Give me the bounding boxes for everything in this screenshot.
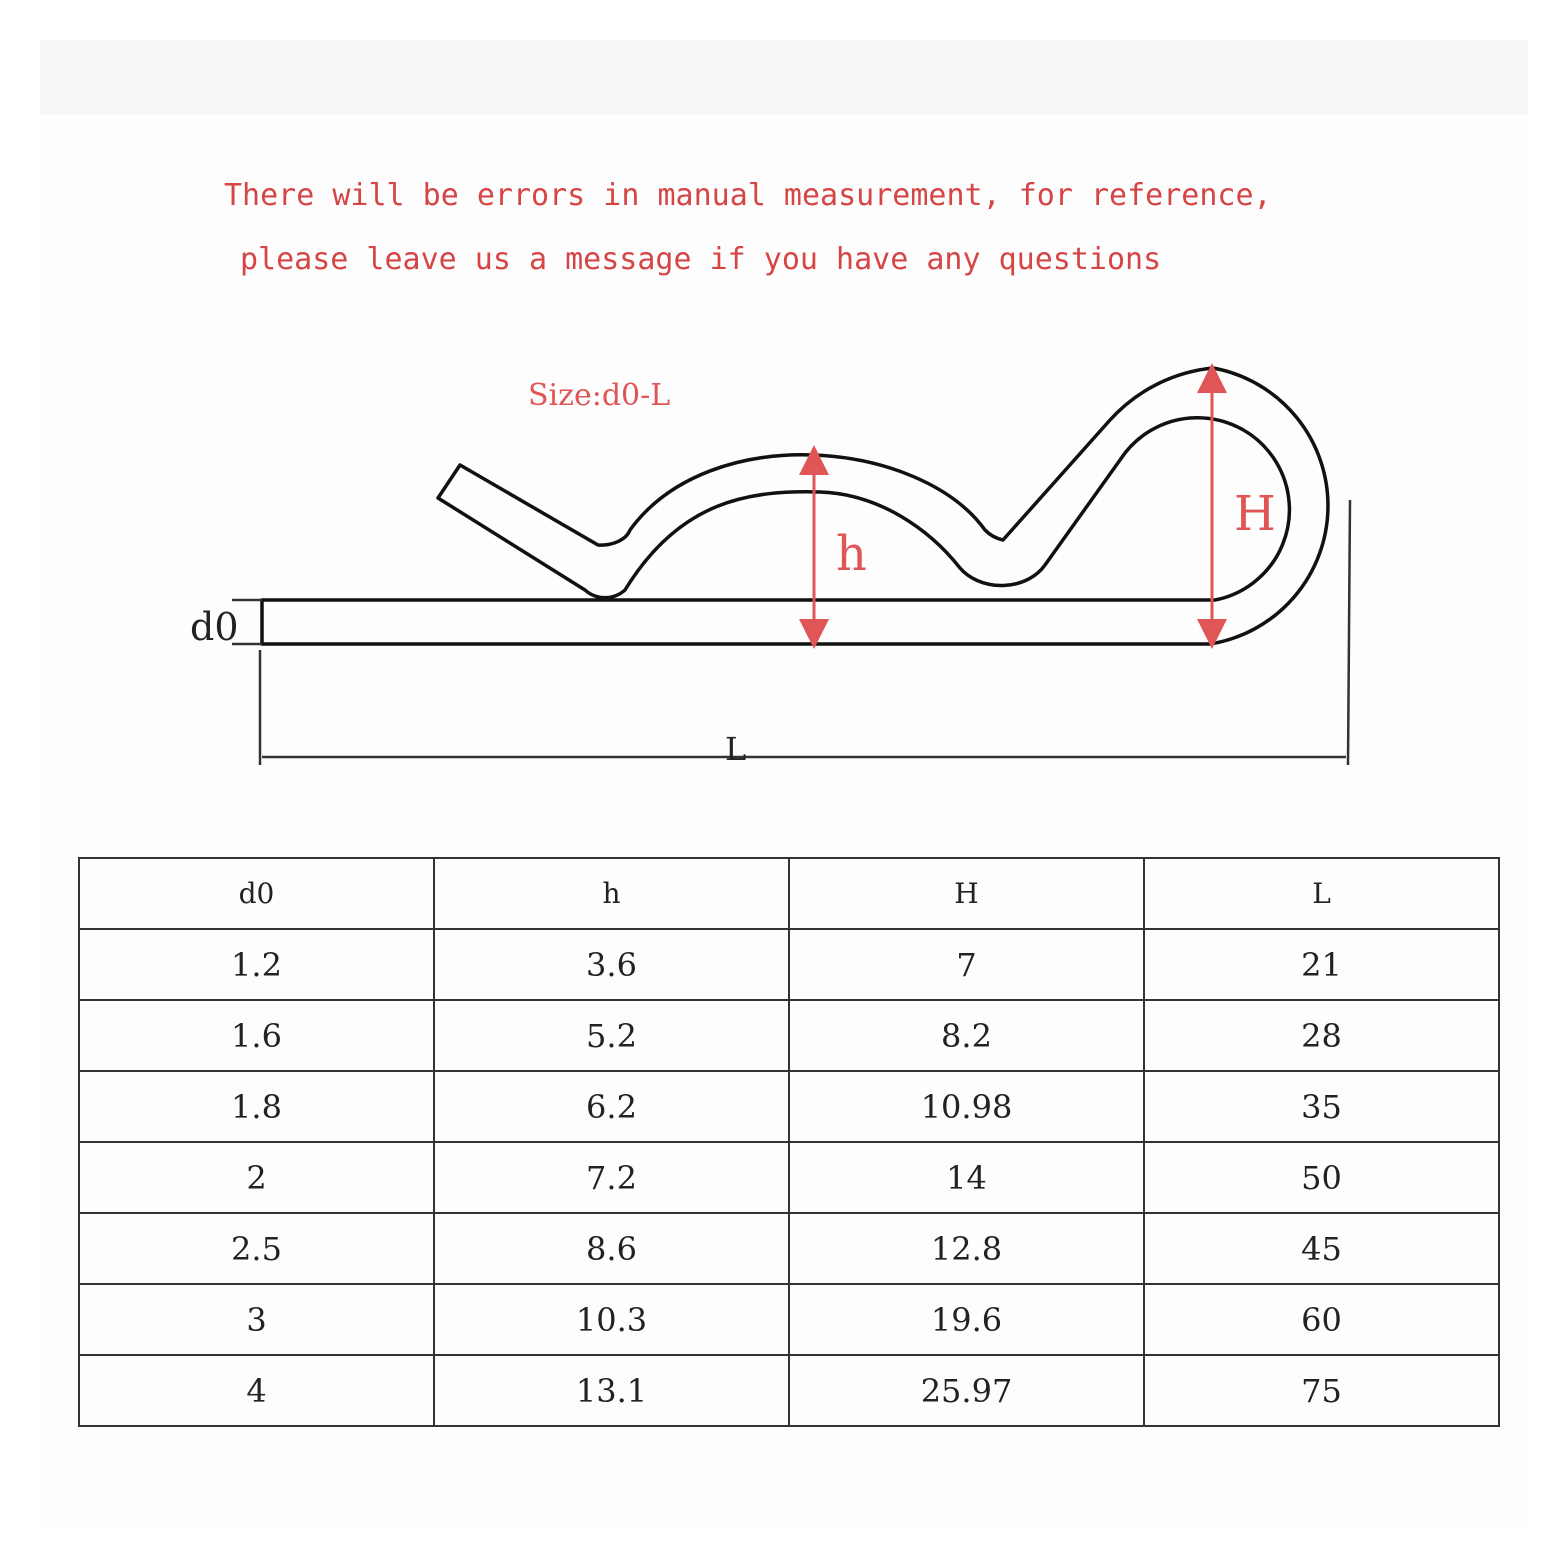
table-cell: 3 (79, 1284, 434, 1355)
table-header-row (79, 858, 1499, 929)
column-header: d0 (79, 858, 434, 929)
notice-line-1: There will be errors in manual measurement, for reference, (224, 178, 1272, 213)
table-cell: 28 (1144, 1000, 1499, 1071)
size-label: Size:d0-L (528, 378, 671, 413)
table-cell: 3.6 (434, 929, 789, 1000)
table-cell: 6.2 (434, 1071, 789, 1142)
table-cell: 2 (79, 1142, 434, 1213)
dimension-lines (232, 500, 1350, 765)
table-row (79, 1000, 1499, 1071)
table-row (79, 1213, 1499, 1284)
column-header: L (1144, 858, 1499, 929)
table-cell: 60 (1144, 1284, 1499, 1355)
table-cell: 7.2 (434, 1142, 789, 1213)
table-cell: 8.2 (789, 1000, 1144, 1071)
size-table (78, 857, 1500, 1427)
table-cell: 1.8 (79, 1071, 434, 1142)
d0-label: d0 (190, 605, 239, 649)
L-label: L (725, 730, 747, 768)
notice-line-2: please leave us a message if you have any questions (240, 242, 1162, 277)
table-cell: 10.3 (434, 1284, 789, 1355)
table-row (79, 929, 1499, 1000)
table-row (79, 1355, 1499, 1426)
column-header: H (789, 858, 1144, 929)
column-header: h (434, 858, 789, 929)
dimension-arrows (814, 378, 1212, 634)
table-cell: 75 (1144, 1355, 1499, 1426)
table-cell: 45 (1144, 1213, 1499, 1284)
table-cell: 19.6 (789, 1284, 1144, 1355)
table-row (79, 1142, 1499, 1213)
table-cell: 50 (1144, 1142, 1499, 1213)
table-cell: 1.6 (79, 1000, 434, 1071)
h-label: h (836, 526, 867, 582)
table-row (79, 1071, 1499, 1142)
table-row (79, 1284, 1499, 1355)
table-cell: 14 (789, 1142, 1144, 1213)
H-label: H (1234, 486, 1276, 542)
table-cell: 5.2 (434, 1000, 789, 1071)
table-cell: 12.8 (789, 1213, 1144, 1284)
table-cell: 21 (1144, 929, 1499, 1000)
table-cell: 4 (79, 1355, 434, 1426)
clip-outline (262, 368, 1328, 644)
table-cell: 7 (789, 929, 1144, 1000)
table-cell: 35 (1144, 1071, 1499, 1142)
table-cell: 10.98 (789, 1071, 1144, 1142)
table-cell: 2.5 (79, 1213, 434, 1284)
table-cell: 13.1 (434, 1355, 789, 1426)
table-cell: 1.2 (79, 929, 434, 1000)
table-cell: 25.97 (789, 1355, 1144, 1426)
table-cell: 8.6 (434, 1213, 789, 1284)
